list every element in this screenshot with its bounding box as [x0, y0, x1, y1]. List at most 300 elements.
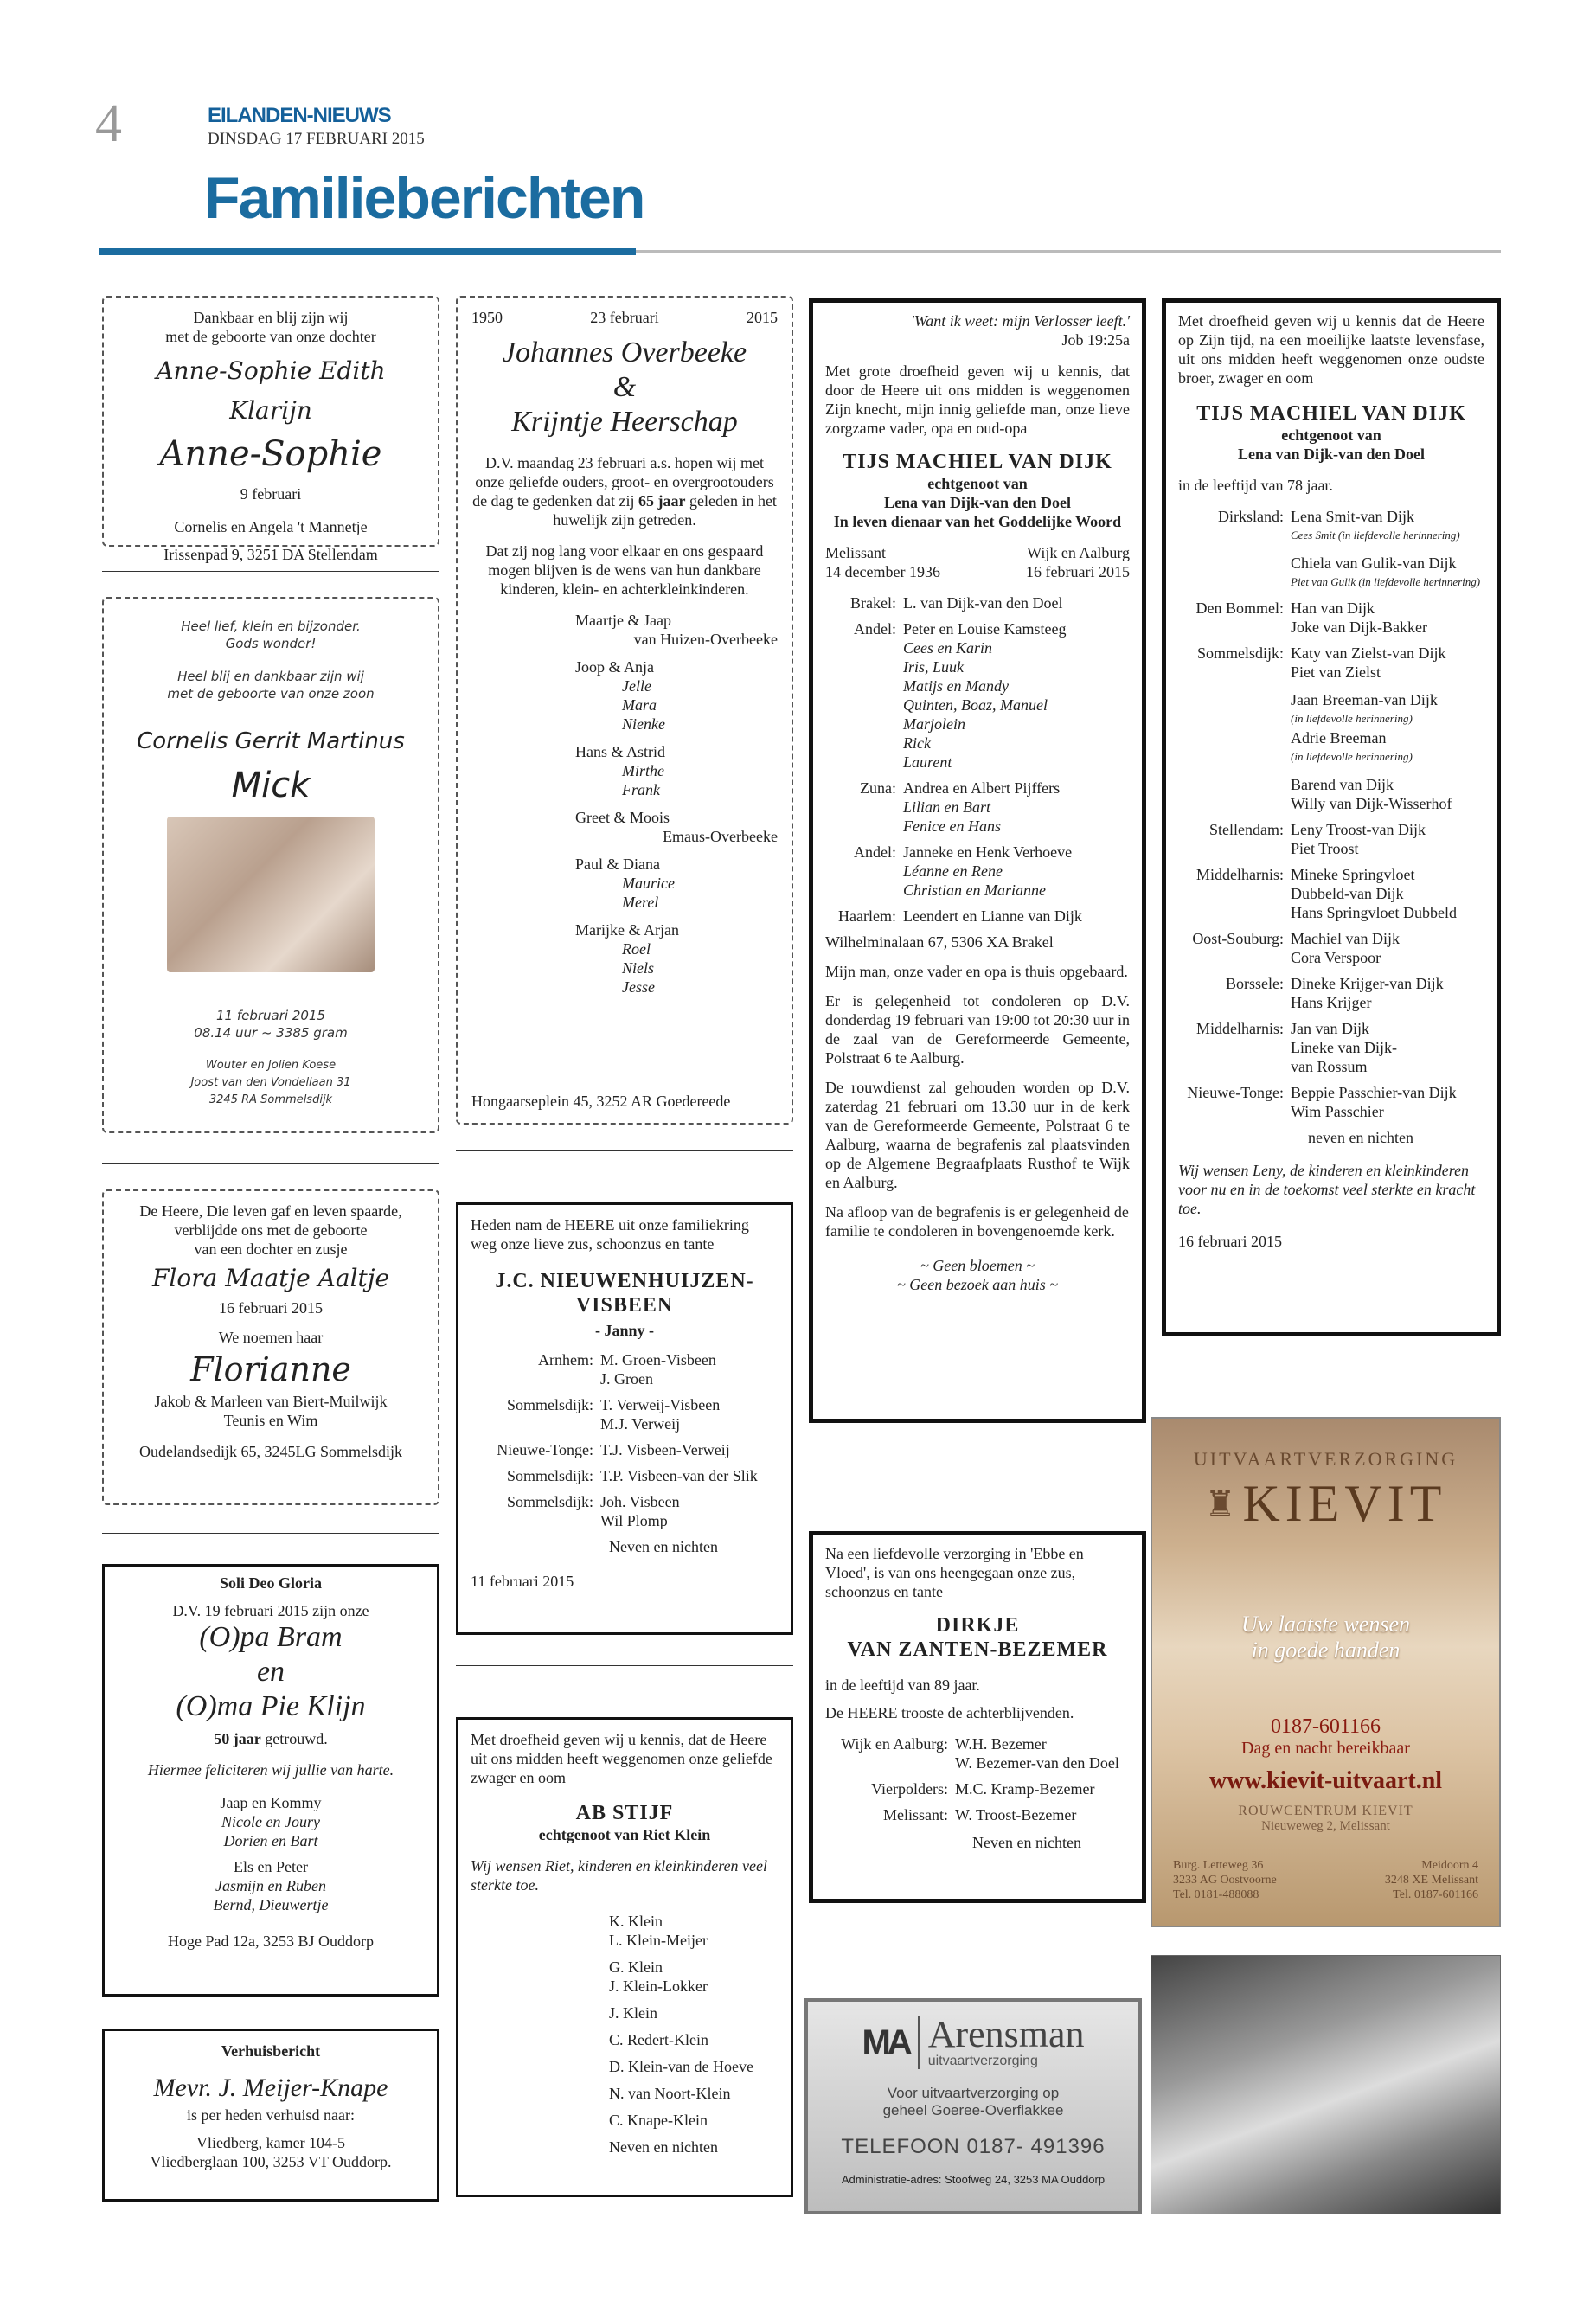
anniversary-notice-overbeeke	[456, 296, 793, 1125]
text: We noemen haar	[218, 1329, 324, 1346]
kievit-advertisement[interactable]	[1151, 1417, 1501, 1927]
names	[903, 907, 1130, 926]
names	[600, 1492, 779, 1530]
text: Met grote droefheid geven wij u kennis, dat door de Heere uit ons midden is weggenomen Zijn knecht, mijn innig geliefde man, onze lieve zorgzame vader, opa en oud-opa	[825, 362, 1130, 437]
person-name: Cora Verspoor	[1291, 949, 1381, 966]
person-name: (in liefdevolle herinnering)	[1291, 750, 1413, 763]
text: Met droefheid geven wij u kennis dat de Heere op Zijn tijd, na een moeilijke laatste levensfase, uit ons midden heeft weggenomen onze oudste broer, zwager en oom	[1178, 312, 1484, 387]
text: verblijdde ons met de geboorte	[174, 1221, 368, 1239]
person-name: Christian en Marianne	[903, 881, 1046, 899]
person-name: Katy van Zielst-van Dijk	[1291, 644, 1446, 662]
wish: Wij wensen Leny, de kinderen en kleinkinderen voor nu en in de toekomst veel sterkte en kracht toe.	[1178, 1162, 1476, 1217]
child-name: Jelle	[622, 677, 651, 695]
spouse-name: Lena van Dijk-van den Doel	[1237, 445, 1426, 463]
brand-name: KIEVIT	[1242, 1475, 1447, 1532]
text: Neven en nichten	[609, 1538, 718, 1555]
person-name: Cees Smit (in liefdevolle herinnering)	[1291, 529, 1460, 542]
person-name	[1291, 545, 1484, 554]
place-label: Den Bommel:	[1195, 599, 1284, 617]
person-name: Leny Troost-van Dijk	[1291, 821, 1426, 838]
names	[955, 1805, 1130, 1824]
family-row	[825, 779, 1130, 836]
text: met de geboorte van onze zoon	[167, 686, 375, 702]
family-name: Jasmijn en Ruben	[215, 1877, 326, 1894]
place-label: Sommelsdijk:	[1196, 644, 1284, 662]
phone: Tel. 0187-601166	[1393, 1888, 1478, 1901]
wish: Wij wensen Riet, kinderen en kleinkinderen veel sterkte toe.	[471, 1857, 768, 1894]
address: 3248 XE Melissant	[1384, 1874, 1478, 1887]
address: Meidoorn 4	[1421, 1859, 1478, 1872]
text: Heden nam de HEERE uit onze familiekring weg onze lieve zus, schoonzus en tante	[471, 1216, 749, 1253]
couple-name: Krijntje Heerschap	[511, 406, 738, 438]
person-name: Dineke Krijger-van Dijk	[1291, 975, 1444, 992]
date: 16 februari 2015	[1026, 563, 1130, 580]
names	[1291, 1083, 1484, 1121]
deceased-name: AB STIJF	[575, 1802, 674, 1824]
divider	[102, 571, 439, 572]
issue-date: DINSDAG 17 FEBRUARI 2015	[208, 130, 425, 148]
place: Melissant	[825, 544, 886, 561]
names	[903, 619, 1130, 772]
address: Administratie-adres: Stoofweg 24, 3253 MA Ouddorp	[841, 2173, 1106, 2186]
names	[600, 1395, 779, 1433]
heading: Verhuisbericht	[221, 2042, 321, 2060]
person-name: J. Klein	[609, 2004, 657, 2022]
text: ROUWCENTRUM KIEVIT	[1238, 1804, 1413, 1818]
person-name: Adrie Breeman	[1291, 729, 1387, 747]
child-name: Nienke	[622, 715, 665, 733]
siblings: Teunis en Wim	[223, 1412, 318, 1429]
names	[600, 1440, 779, 1459]
person-name: M.C. Kramp-Bezemer	[955, 1780, 1095, 1798]
person-name: Rick	[903, 734, 931, 752]
address: 3233 AG Oostvoorne	[1173, 1874, 1277, 1887]
arensman-logo-icon: MA	[862, 2022, 909, 2061]
bible-reference: Job 19:25a	[1061, 331, 1130, 349]
person-name: Lilian en Bart	[903, 798, 991, 816]
nickname: - Janny -	[594, 1322, 654, 1339]
place-label: Haarlem:	[838, 907, 896, 925]
date: 11 februari 2015	[471, 1573, 574, 1590]
child-name: Maurice	[622, 875, 675, 892]
person-name: Laurent	[903, 753, 952, 771]
person-name: Peter en Louise Kamsteeg	[903, 620, 1067, 638]
couple-name: Johannes Overbeeke	[502, 336, 747, 369]
phone: TELEFOON 0187- 491396	[841, 2135, 1106, 2158]
address: Oudelandsedijk 65, 3245LG Sommelsdijk	[139, 1443, 402, 1460]
family-group	[575, 808, 778, 846]
person-name: Jaan Breeman-van Dijk	[1291, 691, 1438, 708]
names	[1291, 974, 1484, 1012]
text: ~ Geen bloemen ~	[920, 1257, 1035, 1274]
text: De rouwdienst zal gehouden worden op D.V. zaterdag 21 februari om 13.30 uur in de kerk van de Gereformeerde Gemeente, Polstraat 6 te Aalburg, waarna de begrafenis zal plaatsvinden op de Algemene Begraafplaats Rusthof te Wijk en Aalburg.	[825, 1079, 1130, 1191]
person-name: D. Klein-van de Hoeve	[609, 2058, 753, 2075]
family-row	[825, 1734, 1130, 1772]
slogan: Uw laatste wensen	[1241, 1612, 1410, 1637]
names	[903, 779, 1130, 836]
birth-notice-florianne	[102, 1189, 439, 1505]
place-label: Middelharnis:	[1196, 1020, 1284, 1037]
place-label: Brakel:	[850, 594, 896, 612]
person-name: Piet van Zielst	[1291, 663, 1381, 681]
family-row	[471, 1440, 779, 1459]
person-name: Jan van Dijk	[1291, 1020, 1369, 1037]
person-name: Janneke en Henk Verhoeve	[903, 843, 1073, 861]
family-row	[825, 1779, 1130, 1798]
names	[903, 593, 1130, 612]
person-name: Han van Dijk	[1291, 599, 1375, 617]
address: Vliedberg, kamer 104-5	[195, 2134, 346, 2151]
person-name: Wim Passchier	[1291, 1103, 1384, 1120]
person-name: T. Verweij-Visbeen	[600, 1396, 721, 1413]
person-name: Neven en nichten	[609, 2138, 718, 2156]
deceased-name: DIRKJE	[935, 1614, 1020, 1637]
text: neven en nichten	[1308, 1129, 1413, 1146]
address: 3245 RA Sommelsdijk	[208, 1093, 333, 1106]
person-name: Léanne en Rene	[903, 862, 1003, 880]
family-row	[1178, 820, 1484, 858]
text: Heel lief, klein en bijzonder.	[181, 619, 361, 634]
place-label: Zuna:	[860, 779, 896, 797]
text: Neven en nichten	[972, 1834, 1081, 1851]
autumn-path-photo	[1151, 1955, 1501, 2214]
address: Hongaarseplein 45, 3252 AR Goedereede	[471, 1093, 731, 1110]
family-row	[825, 619, 1130, 772]
names	[1291, 644, 1484, 813]
person-name: M.J. Verweij	[600, 1415, 681, 1433]
family-row	[1178, 974, 1484, 1012]
text: echtgenoot van	[927, 475, 1028, 492]
person-name: van Rossum	[1291, 1058, 1368, 1075]
year-start: 1950	[471, 309, 503, 326]
family-row	[825, 1805, 1130, 1824]
age: in de leeftijd van 78 jaar.	[1178, 477, 1333, 494]
birth-date: 16 februari 2015	[219, 1299, 323, 1317]
crest-icon: ♜	[1204, 1484, 1236, 1523]
years: 50 jaar	[214, 1730, 261, 1747]
birth-notice-anne-sophie	[102, 296, 439, 563]
family-group	[575, 920, 778, 997]
text: Heel blij en dankbaar zijn wij	[177, 669, 364, 684]
divider	[102, 1163, 439, 1164]
person-name: C. Redert-Klein	[609, 2031, 708, 2048]
text: De Heere, Die leven gaf en leven spaarde,	[139, 1202, 402, 1220]
family-name: Greet & Moois	[575, 809, 670, 826]
family-list	[825, 1734, 1130, 1824]
family-group	[575, 742, 778, 799]
parents: Jakob & Marleen van Biert-Muilwijk	[154, 1393, 388, 1410]
family-row	[1178, 599, 1484, 637]
family-row	[825, 593, 1130, 612]
family-row	[1178, 1019, 1484, 1076]
person-name: Joke van Dijk-Bakker	[1291, 619, 1427, 636]
text: Voor uitvaartverzorging op	[887, 2085, 1060, 2101]
divider	[456, 1665, 793, 1666]
person-name: Marjolein	[903, 715, 965, 733]
person-name: Hans Krijger	[1291, 994, 1372, 1011]
deceased-name: TIJS MACHIEL VAN DIJK	[843, 451, 1112, 473]
family-row	[471, 1466, 779, 1485]
text: van een dochter en zusje	[194, 1240, 348, 1258]
person-name: W. Bezemer-van den Doel	[955, 1754, 1119, 1772]
address: Nieuweweg 2, Melissant	[1261, 1819, 1390, 1833]
address: Hoge Pad 12a, 3253 BJ Ouddorp	[168, 1932, 374, 1950]
person-name: L. Klein-Meijer	[609, 1932, 708, 1949]
moving-notice	[102, 2029, 439, 2202]
family-list	[1178, 507, 1484, 1121]
baby-photo	[167, 817, 375, 972]
family-row	[1178, 1083, 1484, 1121]
family-list	[575, 611, 778, 997]
names	[1291, 865, 1484, 922]
child-call-name: Anne-Sophie	[159, 434, 382, 474]
names	[1291, 599, 1484, 637]
person-name: Leendert en Lianne van Dijk	[903, 907, 1082, 925]
address: Joost van den Vondellaan 31	[190, 1076, 351, 1089]
person-name: N. van Noort-Klein	[609, 2085, 731, 2102]
names	[1291, 820, 1484, 858]
place-label: Sommelsdijk:	[506, 1493, 593, 1510]
text: D.V. maandag 23 februari a.s. hopen wij met onze geliefde ouders, groot- en overgrootouders de dag te gedenken dat zij	[472, 454, 774, 510]
text: en	[256, 1656, 285, 1688]
masthead-logo: EILANDEN-NIEUWS	[208, 104, 391, 127]
names	[903, 843, 1130, 900]
family-name: Joop & Anja	[575, 658, 655, 676]
place: Wijk en Aalburg	[1027, 544, 1130, 561]
text: echtgenoot van	[1281, 426, 1381, 444]
brand-subtitle: uitvaartverzorging	[927, 2054, 1038, 2068]
deceased-name: TIJS MACHIEL VAN DIJK	[1196, 402, 1466, 425]
person-name: Beppie Passchier-van Dijk	[1291, 1084, 1457, 1101]
person-name: Cees en Karin	[903, 639, 992, 657]
family-row	[825, 843, 1130, 900]
text: Dat zij nog lang voor elkaar en ons gespaard mogen blijven is de wens van hun dankbare kinderen, klein- en achterkleinkinderen.	[485, 542, 764, 598]
child-name: Frank	[622, 781, 660, 798]
family-group	[575, 657, 778, 734]
person-name: G. Klein	[609, 1958, 663, 1976]
bible-quote: 'Want ik weet: mijn Verlosser leeft.'	[911, 312, 1130, 330]
family-name: Hans & Astrid	[575, 743, 666, 760]
family-name: Els en Peter	[234, 1858, 308, 1875]
text: Na afloop van de begrafenis is er gelegenheid de familie te condoleren in bovengenoemde kerk.	[825, 1203, 1129, 1240]
text: Dag en nacht bereikbaar	[1241, 1739, 1410, 1758]
website-link[interactable]: www.kievit-uitvaart.nl	[1208, 1767, 1443, 1794]
divider	[102, 1533, 439, 1534]
text: Met droefheid geven wij u kennis, dat de Heere uit ons midden heeft weggenomen onze geliefde zwager en oom	[471, 1731, 772, 1786]
section-title: Familieberichten	[204, 165, 644, 231]
text: met de geboorte van onze dochter	[165, 328, 376, 345]
family-row	[471, 1492, 779, 1530]
person-name: Barend van Dijk	[1291, 776, 1394, 793]
heading: Soli Deo Gloria	[220, 1574, 322, 1592]
place-label: Wijk en Aalburg:	[841, 1735, 948, 1753]
person-name: T.J. Visbeen-Verweij	[600, 1441, 730, 1458]
person-name: L. van Dijk-van den Doel	[903, 594, 1063, 612]
person-name: W. Troost-Bezemer	[955, 1806, 1077, 1823]
person-name: T.P. Visbeen-van der Slik	[600, 1467, 758, 1484]
spouse-line: echtgenoot van Riet Klein	[538, 1826, 711, 1843]
text: In leven dienaar van het Goddelijke Woord	[833, 513, 1122, 530]
text: Dankbaar en blij zijn wij	[193, 309, 349, 326]
names	[600, 1350, 779, 1388]
section-rule-blue	[99, 248, 636, 255]
person-name: Fenice en Hans	[903, 817, 1001, 835]
text: getrouwd.	[265, 1730, 328, 1747]
family-row	[825, 907, 1130, 926]
death-notice-tijs-family	[809, 298, 1146, 1423]
person-name	[1291, 766, 1484, 775]
names	[1291, 507, 1484, 592]
text: geleden in het huwelijk zijn getreden.	[553, 492, 777, 529]
birth-date: 9 februari	[240, 485, 302, 503]
person-name: Iris, Luuk	[903, 658, 965, 676]
person-name: Mineke Springvloet	[1291, 866, 1415, 883]
date: 14 december 1936	[825, 563, 940, 580]
child-name: Niels	[622, 959, 655, 977]
child-full-name: Cornelis Gerrit Martinus	[137, 728, 405, 754]
family-row	[471, 1395, 779, 1433]
text: ~ Geen bezoek aan huis ~	[897, 1276, 1058, 1293]
person-name: Lena Smit-van Dijk	[1291, 508, 1414, 525]
place-label: Middelharnis:	[1196, 866, 1284, 883]
place-label: Borssele:	[1226, 975, 1284, 992]
family-row	[1178, 507, 1484, 592]
person-name: Lineke van Dijk-	[1291, 1039, 1397, 1056]
text: Er is gelegenheid tot condoleren op D.V. donderdag 19 februari van 19:00 tot 20:30 uur in de zaal van de Gereformeerde Gemeente, Polstraat 6 te Aalburg.	[825, 992, 1130, 1067]
address: Wilhelminalaan 67, 5306 XA Brakel	[825, 933, 1054, 951]
place-label: Sommelsdijk:	[506, 1467, 593, 1484]
text: Na een liefdevolle verzorging in 'Ebbe en Vloed', is van ons heengegaan onze zus, schoonzus en tante	[825, 1545, 1084, 1600]
text: is per heden verhuisd naar:	[187, 2106, 355, 2124]
slogan: in goede handen	[1251, 1638, 1401, 1663]
child-full-name: Anne-Sophie Edith Klarijn	[156, 356, 386, 425]
birth-notice-mick	[102, 597, 439, 1133]
child-name: Mirthe	[622, 762, 664, 779]
couple-name: (O)ma Pie Klijn	[176, 1690, 366, 1722]
family-row	[1178, 929, 1484, 967]
text: geheel Goeree-Overflakkee	[882, 2102, 1064, 2118]
deceased-name: J.C. NIEUWENHUIJZEN-VISBEEN	[495, 1270, 754, 1317]
place-label: Stellendam:	[1209, 821, 1284, 838]
address: Irissenpad 9, 3251 DA Stellendam	[163, 546, 378, 563]
parents: Cornelis en Angela 't Mannetje	[174, 518, 368, 535]
parents: Wouter en Jolien Koese	[205, 1059, 337, 1072]
person-name: Hans Springvloet Dubbeld	[1291, 904, 1457, 921]
place-label: Nieuwe-Tonge:	[497, 1441, 593, 1458]
person-name: K. Klein	[609, 1913, 663, 1930]
person-name: Wil Plomp	[600, 1512, 668, 1529]
person-name: W.H. Bezemer	[955, 1735, 1047, 1753]
person-name: J. Groen	[600, 1370, 653, 1388]
place-label: Nieuwe-Tonge:	[1187, 1084, 1284, 1101]
family-group	[575, 855, 778, 912]
family-name: Emaus-Overbeeke	[663, 828, 778, 845]
family-name: Marijke & Arjan	[575, 921, 679, 939]
phone: 0187-601166	[1270, 1715, 1381, 1738]
child-name: Merel	[622, 894, 659, 911]
place-label: Andel:	[854, 620, 896, 638]
person-name: Mevr. J. Meijer-Knape	[153, 2073, 388, 2102]
child-name: Roel	[622, 940, 651, 958]
death-notice-dirkje	[809, 1531, 1146, 1903]
family-name: van Huizen-Overbeeke	[633, 631, 778, 648]
person-name: Piet Troost	[1291, 840, 1359, 857]
names	[1291, 1019, 1484, 1076]
person-name: J. Klein-Lokker	[609, 1977, 708, 1995]
family-group	[575, 611, 778, 649]
family-row	[471, 1350, 779, 1388]
couple-name: (O)pa Bram	[199, 1621, 343, 1653]
person-name: C. Knape-Klein	[609, 2112, 708, 2129]
person-name: Matijs en Mandy	[903, 677, 1009, 695]
child-call-name: Florianne	[190, 1350, 351, 1388]
family-name: Nicole en Joury	[221, 1813, 320, 1830]
ad-heading: UITVAARTVERZORGING	[1193, 1448, 1458, 1470]
person-name: M. Groen-Visbeen	[600, 1351, 716, 1368]
family-list	[825, 593, 1130, 926]
date: 16 februari 2015	[1178, 1233, 1282, 1250]
family-list	[471, 1912, 779, 2157]
person-name: Joh. Visbeen	[600, 1493, 680, 1510]
person-name: Chiela van Gulik-van Dijk	[1291, 554, 1457, 572]
age: in de leeftijd van 89 jaar.	[825, 1676, 980, 1694]
brand-name: Arensman	[927, 2013, 1085, 2055]
text: De HEERE trooste de achterblijvenden.	[825, 1704, 1074, 1721]
anniversary-notice-klijn	[102, 1564, 439, 1997]
place-label: Arnhem:	[538, 1351, 593, 1368]
family-name: Maartje & Jaap	[575, 612, 671, 629]
child-name: Jesse	[622, 978, 655, 996]
arensman-advertisement[interactable]	[804, 1998, 1142, 2214]
phone: Tel. 0181-488088	[1173, 1888, 1259, 1901]
text: Gods wonder!	[225, 636, 317, 651]
section-rule-grey	[636, 250, 1501, 253]
family-name: Bernd, Dieuwertje	[213, 1896, 329, 1913]
deceased-name: VAN ZANTEN-BEZEMER	[847, 1638, 1108, 1661]
person-name	[1291, 682, 1484, 690]
place-label: Vierpolders:	[871, 1780, 948, 1798]
family-name: Jaap en Kommy	[220, 1794, 322, 1811]
family-name: Dorien en Bart	[223, 1832, 318, 1849]
divider	[456, 1150, 793, 1151]
person-name: Machiel van Dijk	[1291, 930, 1400, 947]
death-notice-nieuwenhuijzen	[456, 1202, 793, 1635]
wish: Hiermee feliciteren wij jullie van harte.	[147, 1761, 394, 1779]
address: Vliedberglaan 100, 3253 VT Ouddorp.	[150, 2153, 392, 2170]
family-row	[1178, 865, 1484, 922]
place-label: Oost-Souburg:	[1192, 930, 1284, 947]
family-name: Paul & Diana	[575, 856, 660, 873]
page-number: 4	[95, 94, 122, 153]
date: 23 februari	[590, 309, 659, 326]
family-list	[471, 1350, 779, 1530]
years: 65 jaar	[638, 492, 686, 510]
text: D.V. 19 februari 2015 zijn onze	[172, 1602, 369, 1619]
text: Mijn man, onze vader en opa is thuis opgebaard.	[825, 963, 1128, 980]
names	[955, 1779, 1130, 1798]
person-name: Piet van Gulik (in liefdevolle herinnering)	[1291, 575, 1481, 588]
person-name: Dubbeld-van Dijk	[1291, 885, 1404, 902]
place-label: Andel:	[854, 843, 896, 861]
place-label: Sommelsdijk:	[506, 1396, 593, 1413]
death-notice-tijs-siblings	[1162, 298, 1501, 1336]
person-name: Andrea en Albert Pijffers	[903, 779, 1061, 797]
place-label: Dirksland:	[1218, 508, 1284, 525]
names	[955, 1734, 1130, 1772]
birth-date: 11 februari 2015	[215, 1008, 326, 1023]
spouse-name: Lena van Dijk-van den Doel	[883, 494, 1072, 511]
family-row	[1178, 644, 1484, 813]
